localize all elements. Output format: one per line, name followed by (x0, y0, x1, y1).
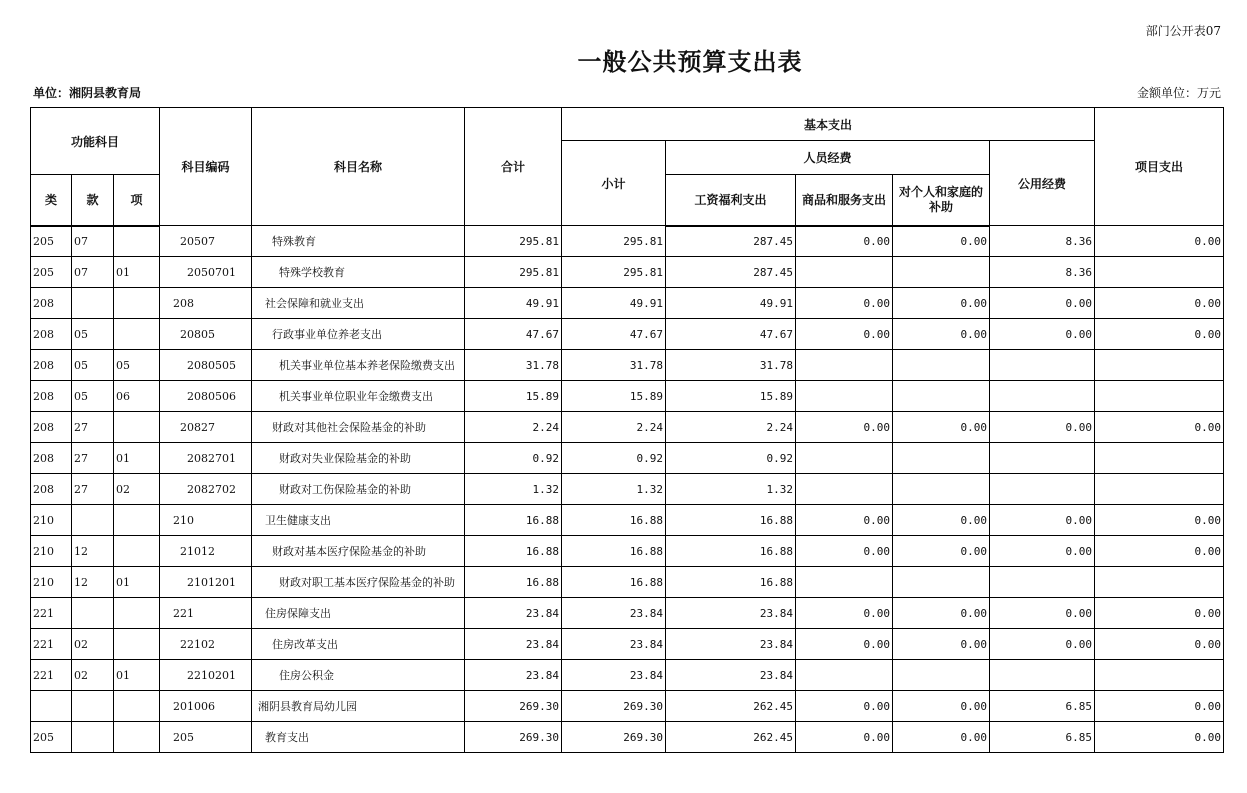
table-row (31, 226, 1224, 257)
header-personnel: 人员经费 (666, 141, 990, 175)
cell-goods-services (796, 257, 893, 288)
cell-subtotal: 47.67 (562, 319, 666, 350)
cell-subject-code: 2082701 (160, 443, 252, 474)
cell-kuan: 07 (72, 226, 114, 257)
table-row (31, 598, 1224, 629)
cell-subtotal: 1.32 (562, 474, 666, 505)
cell-public-funds: 0.00 (990, 319, 1095, 350)
cell-kuan: 02 (72, 660, 114, 691)
cell-lei: 208 (31, 381, 72, 412)
cell-project-expenditure: 0.00 (1095, 691, 1224, 722)
cell-goods-services: 0.00 (796, 691, 893, 722)
cell-subtotal: 295.81 (562, 257, 666, 288)
table-row (31, 691, 1224, 722)
cell-subtotal: 0.92 (562, 443, 666, 474)
cell-total: 269.30 (465, 722, 562, 753)
cell-subject-code: 2082702 (160, 474, 252, 505)
cell-lei: 221 (31, 660, 72, 691)
cell-xiang (114, 412, 160, 443)
cell-wages: 16.88 (666, 567, 796, 598)
cell-kuan: 12 (72, 567, 114, 598)
table-row (31, 505, 1224, 536)
cell-subject-code: 208 (160, 288, 252, 319)
cell-wages: 1.32 (666, 474, 796, 505)
cell-subject-name: 特殊学校教育 (252, 257, 465, 288)
reporting-unit-label: 单位：湘阴县教育局 (33, 86, 142, 100)
table-row (31, 288, 1224, 319)
cell-subject-name: 机关事业单位职业年金缴费支出 (252, 381, 465, 412)
cell-subject-code: 2080505 (160, 350, 252, 381)
cell-subject-code: 20507 (160, 226, 252, 257)
cell-subject-name: 社会保障和就业支出 (252, 288, 465, 319)
cell-subject-name: 湘阴县教育局幼儿园 (252, 691, 465, 722)
cell-subtotal: 16.88 (562, 536, 666, 567)
cell-wages: 23.84 (666, 660, 796, 691)
cell-wages: 16.88 (666, 505, 796, 536)
cell-goods-services (796, 350, 893, 381)
cell-project-expenditure: 0.00 (1095, 505, 1224, 536)
cell-goods-services: 0.00 (796, 288, 893, 319)
cell-kuan (72, 722, 114, 753)
cell-wages: 23.84 (666, 629, 796, 660)
cell-wages: 262.45 (666, 722, 796, 753)
cell-household-subsidy: 0.00 (893, 629, 990, 660)
cell-total: 23.84 (465, 598, 562, 629)
cell-total: 31.78 (465, 350, 562, 381)
cell-xiang: 06 (114, 381, 160, 412)
cell-kuan: 02 (72, 629, 114, 660)
cell-goods-services: 0.00 (796, 505, 893, 536)
cell-subtotal: 23.84 (562, 629, 666, 660)
cell-subject-name: 行政事业单位养老支出 (252, 319, 465, 350)
cell-household-subsidy (893, 381, 990, 412)
cell-lei: 208 (31, 412, 72, 443)
cell-subject-code: 20805 (160, 319, 252, 350)
cell-lei: 205 (31, 257, 72, 288)
cell-project-expenditure: 0.00 (1095, 288, 1224, 319)
cell-public-funds: 6.85 (990, 691, 1095, 722)
table-row (31, 350, 1224, 381)
header-lei: 类 (31, 175, 72, 226)
cell-goods-services: 0.00 (796, 226, 893, 257)
cell-public-funds (990, 350, 1095, 381)
cell-project-expenditure (1095, 443, 1224, 474)
header-kuan: 款 (72, 175, 114, 226)
cell-subject-code: 20827 (160, 412, 252, 443)
cell-subtotal: 15.89 (562, 381, 666, 412)
header-subtotal: 小计 (562, 141, 666, 226)
cell-project-expenditure: 0.00 (1095, 536, 1224, 567)
cell-kuan: 27 (72, 474, 114, 505)
cell-goods-services: 0.00 (796, 412, 893, 443)
cell-wages: 16.88 (666, 536, 796, 567)
cell-public-funds (990, 567, 1095, 598)
header-basic-expenditure: 基本支出 (562, 108, 1095, 141)
cell-lei: 210 (31, 505, 72, 536)
cell-project-expenditure: 0.00 (1095, 629, 1224, 660)
cell-household-subsidy: 0.00 (893, 319, 990, 350)
cell-household-subsidy: 0.00 (893, 536, 990, 567)
cell-wages: 23.84 (666, 598, 796, 629)
cell-goods-services: 0.00 (796, 536, 893, 567)
cell-wages: 2.24 (666, 412, 796, 443)
cell-total: 0.92 (465, 443, 562, 474)
cell-household-subsidy: 0.00 (893, 412, 990, 443)
cell-wages: 31.78 (666, 350, 796, 381)
cell-kuan: 05 (72, 381, 114, 412)
cell-subject-name: 住房改革支出 (252, 629, 465, 660)
cell-subject-name: 教育支出 (252, 722, 465, 753)
cell-kuan (72, 288, 114, 319)
cell-total: 269.30 (465, 691, 562, 722)
cell-lei: 208 (31, 443, 72, 474)
cell-project-expenditure (1095, 474, 1224, 505)
cell-subject-name: 特殊教育 (252, 226, 465, 257)
cell-total: 16.88 (465, 505, 562, 536)
cell-household-subsidy (893, 257, 990, 288)
cell-subject-code: 205 (160, 722, 252, 753)
header-xiang: 项 (114, 175, 160, 226)
table-number-note: 部门公开表07 (1145, 24, 1221, 38)
cell-xiang (114, 288, 160, 319)
cell-project-expenditure: 0.00 (1095, 319, 1224, 350)
cell-subject-code: 21012 (160, 536, 252, 567)
cell-subject-code: 201006 (160, 691, 252, 722)
header-total: 合计 (465, 108, 562, 226)
cell-public-funds: 6.85 (990, 722, 1095, 753)
header-functional-subject: 功能科目 (31, 108, 160, 175)
cell-lei: 205 (31, 722, 72, 753)
cell-lei: 221 (31, 629, 72, 660)
cell-wages: 287.45 (666, 226, 796, 257)
cell-xiang: 01 (114, 660, 160, 691)
cell-subject-code: 2101201 (160, 567, 252, 598)
cell-goods-services (796, 567, 893, 598)
cell-subtotal: 49.91 (562, 288, 666, 319)
cell-public-funds (990, 443, 1095, 474)
header-wages: 工资福利支出 (666, 175, 796, 226)
cell-household-subsidy: 0.00 (893, 226, 990, 257)
cell-lei: 208 (31, 350, 72, 381)
cell-xiang: 01 (114, 567, 160, 598)
cell-goods-services (796, 381, 893, 412)
cell-total: 23.84 (465, 660, 562, 691)
table-row (31, 257, 1224, 288)
cell-public-funds (990, 381, 1095, 412)
cell-household-subsidy: 0.00 (893, 691, 990, 722)
cell-project-expenditure (1095, 381, 1224, 412)
cell-subtotal: 31.78 (562, 350, 666, 381)
cell-goods-services (796, 443, 893, 474)
table-row (31, 629, 1224, 660)
cell-subject-code: 2210201 (160, 660, 252, 691)
table-row (31, 381, 1224, 412)
header-household-subsidy: 对个人和家庭的补助 (893, 175, 990, 226)
table-row (31, 722, 1224, 753)
cell-household-subsidy (893, 567, 990, 598)
cell-xiang: 01 (114, 257, 160, 288)
cell-subject-name: 财政对职工基本医疗保险基金的补助 (252, 567, 465, 598)
cell-goods-services: 0.00 (796, 598, 893, 629)
cell-household-subsidy: 0.00 (893, 722, 990, 753)
cell-xiang (114, 505, 160, 536)
cell-total: 2.24 (465, 412, 562, 443)
cell-xiang (114, 722, 160, 753)
header-subject-code: 科目编码 (160, 108, 252, 226)
cell-subtotal: 2.24 (562, 412, 666, 443)
table-row (31, 660, 1224, 691)
cell-subject-code: 2050701 (160, 257, 252, 288)
cell-household-subsidy: 0.00 (893, 505, 990, 536)
cell-public-funds: 0.00 (990, 598, 1095, 629)
cell-kuan (72, 598, 114, 629)
cell-xiang: 02 (114, 474, 160, 505)
cell-kuan (72, 505, 114, 536)
cell-household-subsidy: 0.00 (893, 598, 990, 629)
cell-total: 1.32 (465, 474, 562, 505)
cell-subject-code: 22102 (160, 629, 252, 660)
cell-subject-name: 卫生健康支出 (252, 505, 465, 536)
cell-lei: 205 (31, 226, 72, 257)
table-body (31, 226, 1224, 753)
cell-total: 23.84 (465, 629, 562, 660)
cell-lei: 208 (31, 474, 72, 505)
cell-lei: 208 (31, 319, 72, 350)
table-row (31, 474, 1224, 505)
cell-subtotal: 269.30 (562, 722, 666, 753)
cell-subject-code: 210 (160, 505, 252, 536)
cell-public-funds (990, 660, 1095, 691)
cell-wages: 0.92 (666, 443, 796, 474)
cell-xiang (114, 691, 160, 722)
cell-project-expenditure: 0.00 (1095, 412, 1224, 443)
cell-wages: 262.45 (666, 691, 796, 722)
cell-kuan (72, 691, 114, 722)
cell-lei: 208 (31, 288, 72, 319)
cell-subject-code: 2080506 (160, 381, 252, 412)
cell-project-expenditure (1095, 660, 1224, 691)
cell-public-funds: 0.00 (990, 536, 1095, 567)
cell-project-expenditure: 0.00 (1095, 722, 1224, 753)
cell-lei: 210 (31, 536, 72, 567)
cell-lei: 210 (31, 567, 72, 598)
cell-total: 47.67 (465, 319, 562, 350)
cell-public-funds: 0.00 (990, 288, 1095, 319)
cell-goods-services: 0.00 (796, 629, 893, 660)
cell-project-expenditure: 0.00 (1095, 598, 1224, 629)
cell-kuan: 05 (72, 350, 114, 381)
cell-goods-services: 0.00 (796, 722, 893, 753)
cell-wages: 47.67 (666, 319, 796, 350)
cell-subtotal: 16.88 (562, 567, 666, 598)
cell-project-expenditure (1095, 567, 1224, 598)
cell-household-subsidy (893, 474, 990, 505)
page-title: 一般公共预算支出表 (577, 48, 803, 76)
cell-lei: 221 (31, 598, 72, 629)
cell-xiang: 05 (114, 350, 160, 381)
cell-subtotal: 16.88 (562, 505, 666, 536)
cell-xiang (114, 226, 160, 257)
cell-goods-services (796, 660, 893, 691)
cell-wages: 15.89 (666, 381, 796, 412)
cell-kuan: 07 (72, 257, 114, 288)
cell-subtotal: 23.84 (562, 598, 666, 629)
cell-subtotal: 295.81 (562, 226, 666, 257)
cell-total: 49.91 (465, 288, 562, 319)
cell-wages: 49.91 (666, 288, 796, 319)
cell-household-subsidy (893, 443, 990, 474)
cell-household-subsidy: 0.00 (893, 288, 990, 319)
cell-household-subsidy (893, 350, 990, 381)
cell-xiang: 01 (114, 443, 160, 474)
cell-total: 295.81 (465, 257, 562, 288)
header-public-funds: 公用经费 (990, 141, 1095, 226)
cell-household-subsidy (893, 660, 990, 691)
cell-total: 16.88 (465, 567, 562, 598)
cell-subtotal: 269.30 (562, 691, 666, 722)
cell-subject-code: 221 (160, 598, 252, 629)
cell-total: 295.81 (465, 226, 562, 257)
cell-subject-name: 机关事业单位基本养老保险缴费支出 (252, 350, 465, 381)
cell-public-funds: 0.00 (990, 412, 1095, 443)
cell-project-expenditure (1095, 257, 1224, 288)
header-subject-name: 科目名称 (252, 108, 465, 226)
table-row (31, 536, 1224, 567)
cell-xiang (114, 598, 160, 629)
cell-kuan: 27 (72, 412, 114, 443)
cell-xiang (114, 629, 160, 660)
table-row (31, 319, 1224, 350)
cell-total: 16.88 (465, 536, 562, 567)
cell-subject-name: 财政对其他社会保险基金的补助 (252, 412, 465, 443)
amount-unit-label: 金额单位：万元 (1136, 86, 1221, 100)
cell-public-funds: 8.36 (990, 226, 1095, 257)
table-row (31, 443, 1224, 474)
table-row (31, 412, 1224, 443)
header-goods-services: 商品和服务支出 (796, 175, 893, 226)
cell-subject-name: 住房保障支出 (252, 598, 465, 629)
cell-subject-name: 财政对基本医疗保险基金的补助 (252, 536, 465, 567)
cell-kuan: 12 (72, 536, 114, 567)
cell-lei (31, 691, 72, 722)
cell-public-funds: 0.00 (990, 505, 1095, 536)
cell-public-funds (990, 474, 1095, 505)
cell-total: 15.89 (465, 381, 562, 412)
cell-goods-services: 0.00 (796, 319, 893, 350)
cell-kuan: 27 (72, 443, 114, 474)
cell-project-expenditure: 0.00 (1095, 226, 1224, 257)
cell-subtotal: 23.84 (562, 660, 666, 691)
cell-public-funds: 0.00 (990, 629, 1095, 660)
cell-subject-name: 住房公积金 (252, 660, 465, 691)
cell-subject-name: 财政对工伤保险基金的补助 (252, 474, 465, 505)
cell-kuan: 05 (72, 319, 114, 350)
cell-subject-name: 财政对失业保险基金的补助 (252, 443, 465, 474)
cell-wages: 287.45 (666, 257, 796, 288)
cell-public-funds: 8.36 (990, 257, 1095, 288)
cell-project-expenditure (1095, 350, 1224, 381)
cell-goods-services (796, 474, 893, 505)
cell-xiang (114, 319, 160, 350)
cell-xiang (114, 536, 160, 567)
budget-expenditure-table (30, 107, 1224, 753)
table-row (31, 567, 1224, 598)
header-project-expenditure: 项目支出 (1095, 108, 1224, 226)
